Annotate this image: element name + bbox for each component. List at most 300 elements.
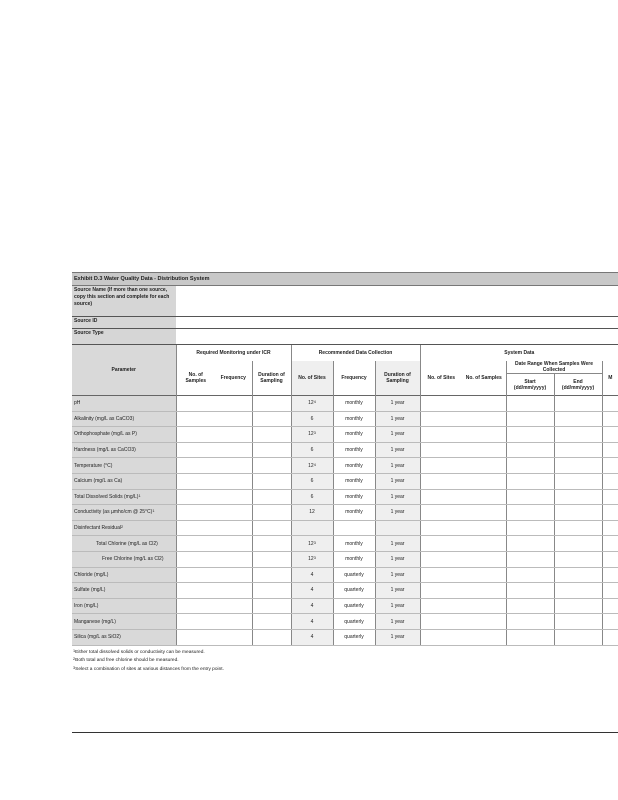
- rec-duration-cell: [375, 489, 420, 505]
- req-duration-cell[interactable]: [252, 598, 291, 614]
- rec-duration-cell: [375, 614, 420, 630]
- rec-num-sites-cell-text: 12: [308, 556, 314, 563]
- req-duration-cell[interactable]: [252, 458, 291, 474]
- req-frequency-cell[interactable]: [215, 536, 252, 552]
- parameter-name: [72, 583, 176, 599]
- sys-num-sites-cell[interactable]: [420, 427, 462, 443]
- extra-cell[interactable]: [602, 551, 618, 567]
- req-duration-cell[interactable]: [252, 551, 291, 567]
- rec-duration-header: Duration of Sampling: [375, 361, 420, 396]
- rec-num-sites-cell: [291, 473, 333, 489]
- source-id-label: Source ID: [72, 317, 176, 328]
- extra-column-header: M: [608, 375, 613, 381]
- parameter-name: [72, 598, 176, 614]
- rec-duration-cell-text: 1 year: [390, 462, 405, 469]
- rec-frequency-cell: [333, 411, 375, 427]
- req-num-samples-cell[interactable]: [176, 396, 215, 412]
- footnote: $^2$Both total and free chlorine should be measured.: [73, 657, 179, 663]
- end-date-cell[interactable]: [554, 505, 602, 521]
- rec-num-sites-cell-text: 12: [309, 509, 315, 516]
- rec-frequency-cell-text: monthly: [345, 493, 363, 500]
- rec-frequency-cell: [333, 427, 375, 443]
- table-row: [72, 629, 618, 645]
- parameter-name: [72, 473, 176, 489]
- start-date-cell[interactable]: [506, 458, 554, 474]
- start-date-cell[interactable]: [506, 536, 554, 552]
- rec-num-sites-cell-text: 6: [310, 478, 314, 485]
- sys-num-samples-cell[interactable]: [462, 489, 506, 505]
- sys-num-samples-cell[interactable]: [462, 551, 506, 567]
- req-frequency-cell[interactable]: [215, 583, 252, 599]
- footnote-ref: 3: [313, 556, 316, 561]
- req-duration-cell[interactable]: [252, 567, 291, 583]
- rec-duration-cell-text: 1 year: [390, 493, 405, 500]
- table-row: [72, 598, 618, 614]
- end-date-cell[interactable]: [554, 427, 602, 443]
- rec-num-sites-cell: [291, 396, 333, 412]
- parameter-name: [72, 567, 176, 583]
- req-duration-cell[interactable]: [252, 442, 291, 458]
- rec-duration-cell: [375, 427, 420, 443]
- req-num-samples-cell[interactable]: [176, 505, 215, 521]
- sys-num-samples-cell[interactable]: [462, 396, 506, 412]
- req-frequency-cell[interactable]: [215, 598, 252, 614]
- table-row: [72, 614, 618, 630]
- req-frequency-cell[interactable]: [215, 614, 252, 630]
- table-row: [72, 458, 618, 474]
- end-date-cell[interactable]: [554, 583, 602, 599]
- sys-num-sites-cell[interactable]: [420, 458, 462, 474]
- parameter-name: [72, 505, 176, 521]
- recommended-collection-header: Recommended Data Collection: [291, 345, 420, 361]
- parameter-name-text: Temperature (°C): [74, 462, 113, 469]
- empty-cell: [554, 520, 602, 536]
- table-row: [72, 551, 618, 567]
- req-frequency-cell[interactable]: [215, 567, 252, 583]
- empty-cell: [215, 520, 252, 536]
- rec-frequency-cell: [333, 489, 375, 505]
- req-num-samples-cell[interactable]: [176, 551, 215, 567]
- footnote-ref: 4: [313, 462, 316, 467]
- req-duration-cell[interactable]: [252, 489, 291, 505]
- rec-frequency-cell: [333, 629, 375, 645]
- rec-num-sites-cell-text: 12: [308, 462, 314, 469]
- start-date-cell[interactable]: [506, 442, 554, 458]
- req-num-samples-cell[interactable]: [176, 598, 215, 614]
- parameter-name-text: Sulfate (mg/L): [74, 587, 106, 594]
- parameter-name: [72, 458, 176, 474]
- extra-cell[interactable]: [602, 396, 618, 412]
- req-frequency-cell[interactable]: [215, 489, 252, 505]
- extra-cell[interactable]: [602, 536, 618, 552]
- parameter-name-text: Chloride (mg/L): [74, 571, 109, 578]
- rec-duration-cell-text: 1 year: [390, 400, 405, 407]
- sys-num-sites-cell[interactable]: [420, 489, 462, 505]
- end-date-cell[interactable]: [554, 442, 602, 458]
- parameter-name-text: Free Chlorine (mg/L as Cl2): [102, 556, 164, 563]
- rec-duration-cell: [375, 551, 420, 567]
- end-date-cell[interactable]: [554, 614, 602, 630]
- rec-duration-cell: [375, 458, 420, 474]
- parameter-name-text: Total Chlorine (mg/L as Cl2): [96, 540, 158, 547]
- parameter-name: [72, 442, 176, 458]
- empty-cell: [252, 520, 291, 536]
- rec-num-sites-cell-text: 12: [308, 431, 314, 438]
- rec-duration-cell-text: 1 year: [390, 431, 405, 438]
- sys-num-samples-cell[interactable]: [462, 536, 506, 552]
- rec-duration-cell: [375, 536, 420, 552]
- rec-duration-cell-text: 1 year: [390, 618, 405, 625]
- rec-num-sites-cell-text: 4: [310, 571, 314, 578]
- rec-frequency-cell: [333, 505, 375, 521]
- footnote-ref: 2: [120, 525, 124, 530]
- source-name-field[interactable]: [176, 286, 618, 316]
- rec-frequency-cell: [333, 583, 375, 599]
- empty-cell: [602, 520, 618, 536]
- parameter-name: [72, 489, 176, 505]
- rec-num-sites-cell-text: 4: [310, 634, 314, 641]
- footnote-ref: 4: [313, 400, 316, 405]
- end-date-cell[interactable]: [554, 629, 602, 645]
- req-duration-cell[interactable]: [252, 536, 291, 552]
- rec-num-sites-cell: [291, 411, 333, 427]
- source-id-field[interactable]: [176, 317, 618, 328]
- rec-frequency-cell: [333, 551, 375, 567]
- sys-num-samples-cell[interactable]: [462, 505, 506, 521]
- sys-num-samples-cell[interactable]: [462, 629, 506, 645]
- rec-num-sites-cell: [291, 551, 333, 567]
- rec-num-sites-cell: [291, 629, 333, 645]
- footnote: $^3$Select a combination of sites at various distances from the entry point.: [73, 665, 224, 672]
- end-date-cell[interactable]: [554, 458, 602, 474]
- sys-num-samples-cell[interactable]: [462, 458, 506, 474]
- extra-cell[interactable]: [602, 598, 618, 614]
- sys-num-samples-cell[interactable]: [462, 442, 506, 458]
- start-date-cell[interactable]: [506, 396, 554, 412]
- sys-num-sites-cell[interactable]: [420, 567, 462, 583]
- extra-cell[interactable]: [602, 442, 618, 458]
- table-row: [72, 505, 618, 521]
- rec-num-sites-cell-text: 6: [310, 447, 314, 454]
- extra-cell[interactable]: [602, 629, 618, 645]
- req-duration-cell[interactable]: [252, 629, 291, 645]
- source-name-label: Source Name (If more than one source, copy this section and complete for each source): [72, 286, 176, 316]
- extra-cell[interactable]: [602, 411, 618, 427]
- start-date-header: Start (dd/mm/yyyy): [506, 374, 554, 396]
- sys-num-samples-cell[interactable]: [462, 598, 506, 614]
- sys-num-samples-cell[interactable]: [462, 473, 506, 489]
- parameter-name: [72, 536, 176, 552]
- table-row: [72, 427, 618, 443]
- extra-cell[interactable]: [602, 614, 618, 630]
- footnote-ref: 1: [152, 509, 155, 514]
- rec-duration-cell: [375, 598, 420, 614]
- parameter-name-text: Manganese (mg/L): [74, 618, 116, 625]
- rec-frequency-cell: [333, 473, 375, 489]
- sys-num-sites-cell[interactable]: [420, 583, 462, 599]
- table-row: [72, 520, 618, 536]
- parameter-name-text: Calcium (mg/L as Ca): [74, 478, 123, 485]
- table-row: [72, 489, 618, 505]
- rec-duration-cell: [375, 629, 420, 645]
- table-row: [72, 442, 618, 458]
- extra-cell[interactable]: [602, 458, 618, 474]
- table-row: [72, 536, 618, 552]
- parameter-name-text: Conductivity (as µmho/cm @ 25°C): [74, 509, 153, 516]
- exhibit-title: Exhibit D.3 Water Quality Data - Distribution System: [72, 272, 618, 286]
- sys-num-sites-cell[interactable]: [420, 614, 462, 630]
- parameter-name-text: Total Dissolved Solids (mg/L): [74, 493, 139, 500]
- req-frequency-header: Frequency: [215, 361, 252, 396]
- extra-cell[interactable]: [602, 583, 618, 599]
- req-num-samples-cell[interactable]: [176, 442, 215, 458]
- start-date-cell[interactable]: [506, 614, 554, 630]
- footnote: $^1$Either total dissolved solids or conductivity can be measured.: [73, 648, 205, 655]
- end-date-cell[interactable]: [554, 598, 602, 614]
- empty-cell: [291, 520, 333, 536]
- rec-duration-cell: [375, 505, 420, 521]
- sys-num-sites-cell[interactable]: [420, 442, 462, 458]
- req-frequency-cell[interactable]: [215, 427, 252, 443]
- parameter-name: [72, 614, 176, 630]
- sys-num-sites-cell[interactable]: [420, 536, 462, 552]
- req-frequency-cell[interactable]: [215, 442, 252, 458]
- rec-frequency-cell: [333, 614, 375, 630]
- req-frequency-cell[interactable]: [215, 473, 252, 489]
- rec-frequency-cell-text: quarterly: [344, 603, 364, 610]
- req-frequency-cell[interactable]: [215, 505, 252, 521]
- footnote-ref: 3: [313, 431, 316, 436]
- end-date-cell[interactable]: [554, 489, 602, 505]
- rec-frequency-cell: [333, 598, 375, 614]
- sys-num-samples-cell[interactable]: [462, 614, 506, 630]
- source-id-row: [72, 317, 618, 329]
- rec-duration-cell: [375, 583, 420, 599]
- rec-frequency-cell-text: monthly: [345, 509, 363, 516]
- start-date-cell[interactable]: [506, 427, 554, 443]
- rec-frequency-cell: [333, 442, 375, 458]
- end-date-cell[interactable]: [554, 411, 602, 427]
- rec-duration-cell-text: 1 year: [390, 540, 405, 547]
- footnote-ref: 3: [313, 540, 316, 545]
- parameter-name-text: Orthophosphate (mg/L as P): [74, 431, 137, 438]
- extra-cell[interactable]: [602, 567, 618, 583]
- rec-frequency-cell-text: quarterly: [344, 618, 364, 625]
- source-type-row: [72, 329, 618, 345]
- start-date-cell[interactable]: [506, 567, 554, 583]
- rec-num-sites-cell: [291, 598, 333, 614]
- start-date-cell[interactable]: [506, 629, 554, 645]
- req-duration-cell[interactable]: [252, 505, 291, 521]
- rec-duration-cell-text: 1 year: [390, 603, 405, 610]
- water-quality-table: [72, 345, 618, 646]
- rec-duration-cell-text: 1 year: [390, 415, 405, 422]
- rec-duration-cell: [375, 473, 420, 489]
- empty-cell: [420, 520, 462, 536]
- table-row: [72, 567, 618, 583]
- sys-num-samples-header: No. of Samples: [462, 361, 506, 396]
- req-duration-cell[interactable]: [252, 427, 291, 443]
- rec-frequency-cell-text: quarterly: [344, 634, 364, 641]
- rec-frequency-cell: [333, 567, 375, 583]
- start-date-cell[interactable]: [506, 489, 554, 505]
- req-num-samples-cell[interactable]: [176, 629, 215, 645]
- req-num-samples-cell[interactable]: [176, 614, 215, 630]
- start-date-cell[interactable]: [506, 505, 554, 521]
- sys-num-samples-cell[interactable]: [462, 567, 506, 583]
- rec-num-sites-cell-text: 12: [308, 540, 314, 547]
- parameter-name: [72, 396, 176, 412]
- start-date-cell[interactable]: [506, 551, 554, 567]
- req-num-samples-cell[interactable]: [176, 458, 215, 474]
- sys-num-samples-cell[interactable]: [462, 427, 506, 443]
- rec-frequency-cell-text: quarterly: [344, 587, 364, 594]
- empty-cell: [462, 520, 506, 536]
- page-bottom-rule: [72, 732, 618, 733]
- req-duration-cell[interactable]: [252, 614, 291, 630]
- sys-num-samples-cell[interactable]: [462, 583, 506, 599]
- end-date-cell[interactable]: [554, 567, 602, 583]
- req-frequency-cell[interactable]: [215, 458, 252, 474]
- rec-frequency-cell-text: monthly: [345, 400, 363, 407]
- req-duration-cell[interactable]: [252, 411, 291, 427]
- parameter-name-text: Hardness (mg/L as CaCO3): [74, 447, 136, 454]
- sys-num-sites-cell[interactable]: [420, 505, 462, 521]
- req-frequency-cell[interactable]: [215, 629, 252, 645]
- req-num-samples-cell[interactable]: [176, 583, 215, 599]
- req-duration-cell[interactable]: [252, 396, 291, 412]
- rec-duration-cell-text: 1 year: [390, 478, 405, 485]
- exhibit-d3: [72, 272, 618, 674]
- req-num-samples-cell[interactable]: [176, 489, 215, 505]
- sys-num-samples-cell[interactable]: [462, 411, 506, 427]
- extra-cell[interactable]: [602, 427, 618, 443]
- table-row: [72, 583, 618, 599]
- parameter-name-text: Alkalinity (mg/L as CaCO3): [74, 415, 135, 422]
- rec-duration-cell-text: 1 year: [390, 634, 405, 641]
- rec-num-sites-cell: [291, 505, 333, 521]
- req-num-samples-cell[interactable]: [176, 427, 215, 443]
- table-row: [72, 411, 618, 427]
- req-frequency-cell[interactable]: [215, 411, 252, 427]
- sys-num-sites-cell[interactable]: [420, 629, 462, 645]
- rec-frequency-cell: [333, 536, 375, 552]
- rec-num-sites-cell-text: 6: [310, 493, 314, 500]
- rec-duration-cell: [375, 442, 420, 458]
- rec-duration-cell: [375, 567, 420, 583]
- parameter-header: Parameter: [72, 345, 176, 396]
- table-row: [72, 473, 618, 489]
- system-data-header: System Data: [504, 350, 535, 356]
- rec-num-sites-cell: [291, 536, 333, 552]
- req-num-samples-header: No. of Samples: [185, 372, 207, 384]
- rec-num-sites-cell: [291, 427, 333, 443]
- extra-cell[interactable]: [602, 489, 618, 505]
- rec-num-sites-cell-text: 4: [310, 603, 314, 610]
- rec-num-sites-cell: [291, 614, 333, 630]
- parameter-name-text: pH: [74, 400, 81, 407]
- empty-cell: [176, 520, 215, 536]
- parameter-name: [72, 629, 176, 645]
- req-num-samples-cell[interactable]: [176, 536, 215, 552]
- date-range-header: Date Range When Samples Were Collected: [506, 361, 602, 374]
- sys-num-sites-cell[interactable]: [420, 598, 462, 614]
- rec-frequency-cell: [333, 458, 375, 474]
- start-date-cell[interactable]: [506, 583, 554, 599]
- rec-frequency-cell-text: monthly: [345, 431, 363, 438]
- req-num-samples-cell[interactable]: [176, 411, 215, 427]
- sys-num-sites-cell[interactable]: [420, 396, 462, 412]
- rec-duration-cell-text: 1 year: [390, 509, 405, 516]
- req-frequency-cell[interactable]: [215, 396, 252, 412]
- rec-duration-cell: [375, 396, 420, 412]
- rec-num-sites-cell: [291, 489, 333, 505]
- sys-num-sites-cell[interactable]: [420, 551, 462, 567]
- rec-num-sites-cell: [291, 442, 333, 458]
- sys-num-sites-cell[interactable]: [420, 473, 462, 489]
- start-date-cell[interactable]: [506, 473, 554, 489]
- end-date-cell[interactable]: [554, 396, 602, 412]
- parameter-name: [72, 551, 176, 567]
- end-date-cell[interactable]: [554, 473, 602, 489]
- required-monitoring-header: Required Monitoring under ICR: [176, 345, 291, 361]
- sys-num-sites-header: No. of Sites: [427, 375, 456, 381]
- req-num-samples-cell[interactable]: [176, 473, 215, 489]
- rec-num-sites-cell: [291, 583, 333, 599]
- rec-num-sites-cell: [291, 567, 333, 583]
- rec-num-sites-header: No. of Sites: [291, 361, 333, 396]
- parameter-name: [72, 427, 176, 443]
- rec-frequency-cell-text: monthly: [345, 462, 363, 469]
- rec-duration-cell-text: 1 year: [390, 571, 405, 578]
- rec-frequency-header: Frequency: [333, 361, 375, 396]
- req-frequency-cell[interactable]: [215, 551, 252, 567]
- rec-duration-cell-text: 1 year: [390, 587, 405, 594]
- rec-frequency-cell-text: monthly: [345, 447, 363, 454]
- req-duration-header: Duration of Sampling: [252, 361, 291, 396]
- parameter-name-text: Silica (mg/L as SiO2): [74, 634, 121, 641]
- rec-frequency-cell-text: monthly: [345, 415, 363, 422]
- empty-cell: [333, 520, 375, 536]
- rec-duration-cell-text: 1 year: [390, 556, 405, 563]
- sys-num-sites-cell[interactable]: [420, 411, 462, 427]
- rec-num-sites-cell-text: 12: [308, 400, 314, 407]
- req-duration-cell[interactable]: [252, 473, 291, 489]
- extra-cell[interactable]: [602, 473, 618, 489]
- source-name-row: [72, 286, 618, 317]
- empty-cell: [506, 520, 554, 536]
- rec-num-sites-cell-text: 4: [310, 587, 314, 594]
- empty-cell: [375, 520, 420, 536]
- rec-duration-cell: [375, 411, 420, 427]
- rec-frequency-cell-text: monthly: [345, 556, 363, 563]
- table-row: [72, 396, 618, 412]
- parameter-name-text: Iron (mg/L): [74, 603, 99, 610]
- rec-num-sites-cell: [291, 458, 333, 474]
- parameter-name: [72, 411, 176, 427]
- rec-frequency-cell-text: monthly: [345, 540, 363, 547]
- start-date-cell[interactable]: [506, 411, 554, 427]
- footnote-ref: 1: [138, 493, 141, 498]
- end-date-cell[interactable]: [554, 551, 602, 567]
- start-date-cell[interactable]: [506, 598, 554, 614]
- req-duration-cell[interactable]: [252, 583, 291, 599]
- rec-num-sites-cell-text: 6: [310, 415, 314, 422]
- end-date-cell[interactable]: [554, 536, 602, 552]
- extra-cell[interactable]: [602, 505, 618, 521]
- req-num-samples-cell[interactable]: [176, 567, 215, 583]
- source-type-field[interactable]: [176, 329, 618, 344]
